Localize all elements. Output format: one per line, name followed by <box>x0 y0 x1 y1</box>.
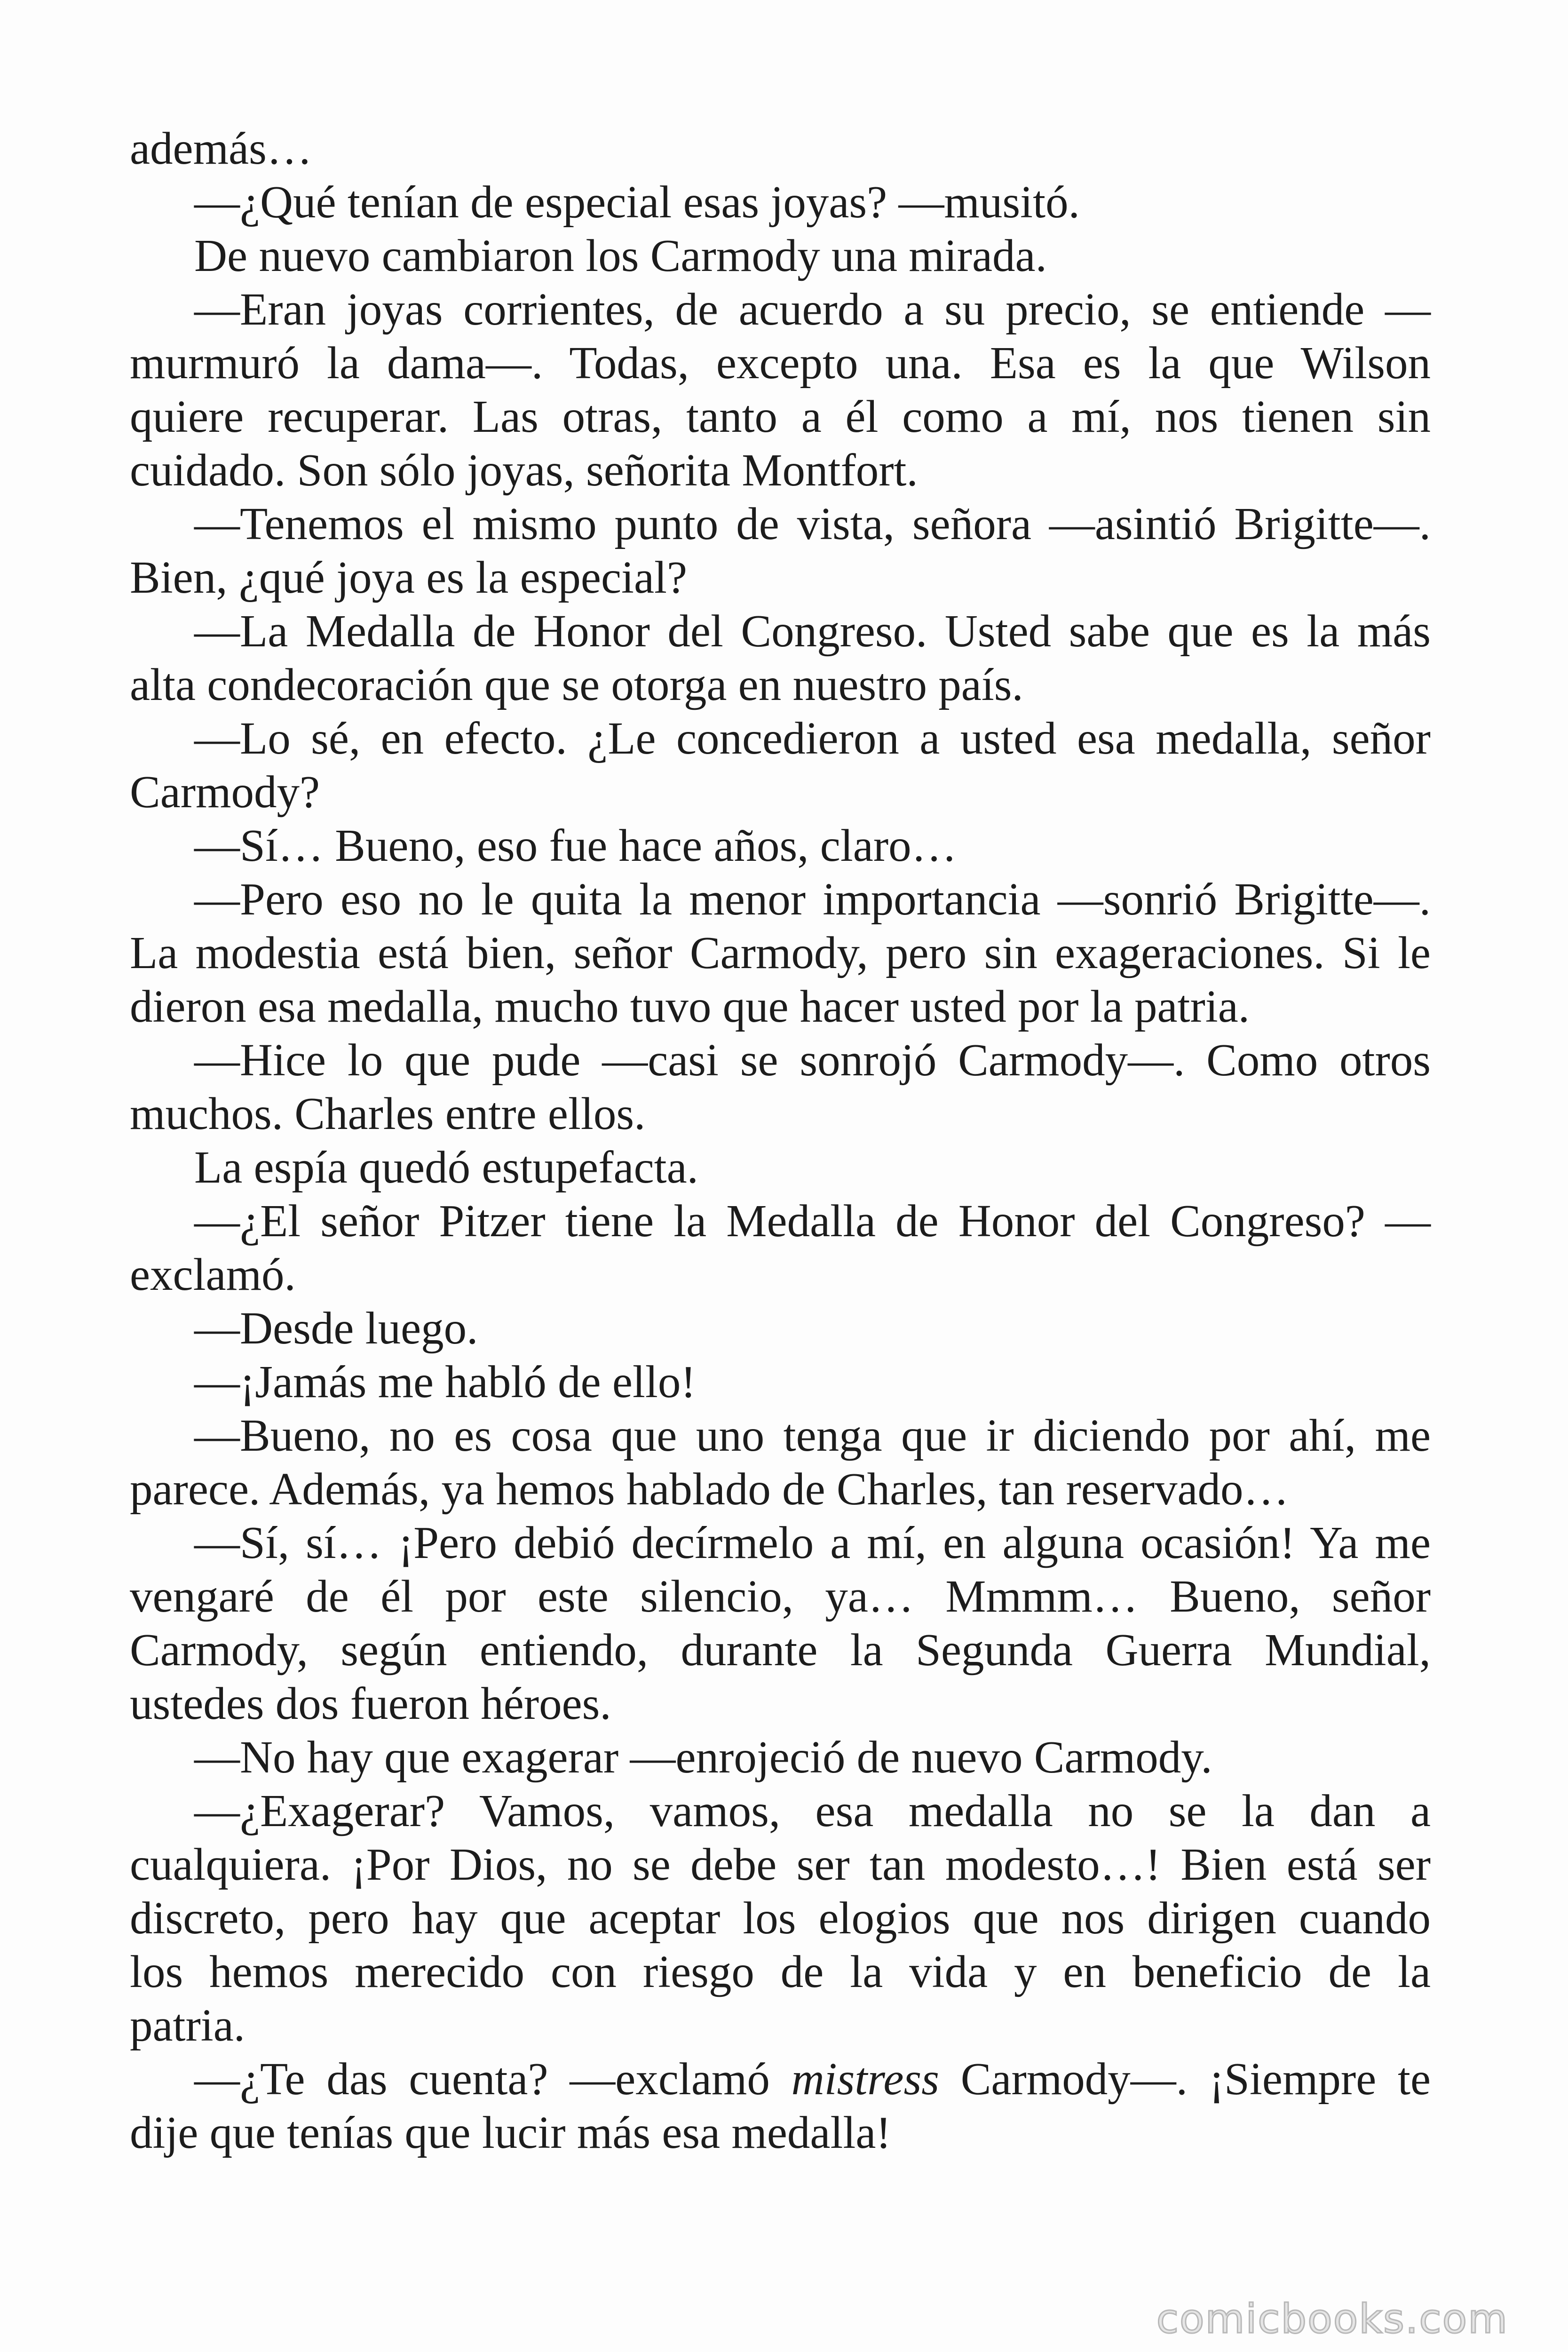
paragraph <box>130 175 1431 229</box>
text-line: vengaré de él por este silencio, ya… Mmmm… Bueno, señor <box>130 1571 1431 1621</box>
text-line: —Hice lo que pude —casi se sonrojó Carmody—. Como otros <box>194 1035 1431 1085</box>
watermark: comicbooks.com <box>1156 2296 1508 2343</box>
paragraph <box>130 712 1431 819</box>
paragraph <box>130 2052 1431 2160</box>
text-line: —¿El señor Pitzer tiene la Medalla de Honor del Congreso? — <box>194 1196 1431 1246</box>
text-line: Bien, ¿qué joya es la especial? <box>130 552 688 603</box>
text-line: —Lo sé, en efecto. ¿Le concedieron a usted esa medalla, señor <box>194 713 1431 763</box>
text-line: —Bueno, no es cosa que uno tenga que ir diciendo por ahí, me <box>194 1410 1431 1461</box>
book-page-text <box>130 122 1431 2160</box>
paragraph <box>130 1033 1431 1141</box>
text-line: cualquiera. ¡Por Dios, no se debe ser tan modesto…! Bien está ser <box>130 1839 1431 1890</box>
text-line: —¡Jamás me habló de ello! <box>194 1357 696 1407</box>
text-line: dieron esa medalla, mucho tuvo que hacer usted por la patria. <box>130 981 1250 1032</box>
text-line: Carmody? <box>130 767 320 817</box>
text-line: además… <box>130 123 312 174</box>
paragraph <box>130 497 1431 604</box>
text-line: Carmody, según entiendo, durante la Segunda Guerra Mundial, <box>130 1625 1431 1675</box>
text-line: De nuevo cambiaron los Carmody una mirada. <box>194 230 1047 281</box>
text-line <box>130 2052 1431 2106</box>
text-line: La modestia está bien, señor Carmody, pero sin exageraciones. Si le <box>130 928 1431 978</box>
text-line: muchos. Charles entre ellos. <box>130 1089 646 1139</box>
text-line: —La Medalla de Honor del Congreso. Usted sabe que es la más <box>194 606 1431 656</box>
paragraph <box>130 1302 1431 1355</box>
text-segment: —¿Te das cuenta? —exclamó <box>194 2054 792 2104</box>
text-line: parece. Además, ya hemos hablado de Charles, tan reservado… <box>130 1464 1289 1514</box>
text-line: alta condecoración que se otorga en nuestro país. <box>130 660 1023 710</box>
paragraph <box>130 1355 1431 1409</box>
paragraph <box>130 819 1431 873</box>
paragraph <box>130 1516 1431 1731</box>
text-line: quiere recuperar. Las otras, tanto a él como a mí, nos tienen sin <box>130 391 1431 442</box>
text-line: dije que tenías que lucir más esa medalla! <box>130 2107 891 2158</box>
text-line: —Desde luego. <box>194 1303 478 1353</box>
text-line: —Tenemos el mismo punto de vista, señora —asintió Brigitte—. <box>194 499 1431 549</box>
text-line: discreto, pero hay que aceptar los elogios que nos dirigen cuando <box>130 1893 1431 1943</box>
text-line: —Sí, sí… ¡Pero debió decírmelo a mí, en alguna ocasión! Ya me <box>194 1518 1431 1568</box>
paragraph <box>130 1409 1431 1516</box>
text-line: cuidado. Son sólo joyas, señorita Montfort. <box>130 445 918 495</box>
text-line: —No hay que exagerar —enrojeció de nuevo Carmody. <box>194 1732 1212 1782</box>
text-line: —¿Exagerar? Vamos, vamos, esa medalla no se la dan a <box>194 1786 1431 1836</box>
text-line: —Eran joyas corrientes, de acuerdo a su precio, se entiende — <box>194 284 1431 334</box>
text-line: —Pero eso no le quita la menor importancia —sonrió Brigitte—. <box>194 874 1431 924</box>
text-segment: Carmody—. ¡Siempre te <box>939 2054 1431 2104</box>
text-line: murmuró la dama—. Todas, excepto una. Esa es la que Wilson <box>130 338 1431 388</box>
paragraph <box>130 1194 1431 1302</box>
paragraph <box>130 873 1431 1033</box>
paragraph <box>130 283 1431 497</box>
text-line: La espía quedó estupefacta. <box>194 1142 698 1192</box>
text-line: los hemos merecido con riesgo de la vida y en beneficio de la <box>130 1947 1431 1997</box>
paragraph <box>130 604 1431 712</box>
paragraph <box>130 1731 1431 1784</box>
text-line: exclamó. <box>130 1249 296 1300</box>
paragraph <box>130 122 1431 175</box>
text-line: ustedes dos fueron héroes. <box>130 1678 611 1729</box>
text-line: —¿Qué tenían de especial esas joyas? —musitó. <box>194 177 1080 227</box>
text-line: patria. <box>130 2000 245 2050</box>
paragraph <box>130 1784 1431 2052</box>
text-line: —Sí… Bueno, eso fue hace años, claro… <box>194 820 957 871</box>
italic-word: mistress <box>791 2054 939 2104</box>
paragraph <box>130 229 1431 283</box>
paragraph <box>130 1141 1431 1194</box>
